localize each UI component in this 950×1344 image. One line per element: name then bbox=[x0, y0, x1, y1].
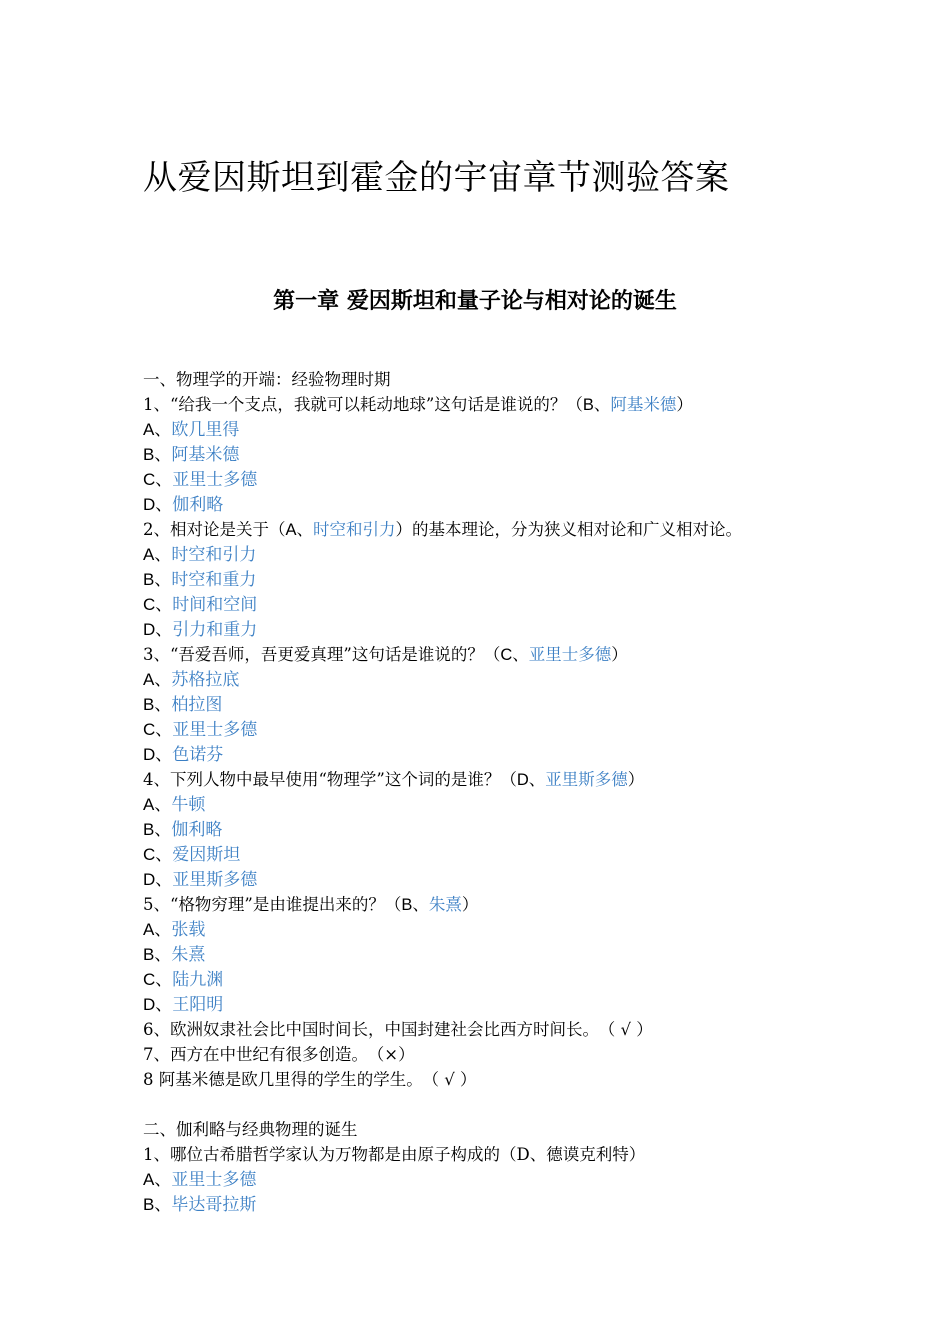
answer-close: ） bbox=[627, 770, 645, 789]
option-a bbox=[143, 667, 843, 692]
answer-letter: D、 bbox=[516, 771, 546, 789]
option-c bbox=[143, 717, 843, 742]
question-2 bbox=[143, 517, 843, 542]
option-text: 时间和空间 bbox=[172, 595, 258, 615]
option-text: 毕达哥拉斯 bbox=[171, 1195, 257, 1215]
answer-text: 时空和引力 bbox=[313, 520, 396, 539]
answer-close: ） bbox=[611, 645, 628, 664]
option-c bbox=[143, 967, 843, 992]
option-text: 朱熹 bbox=[171, 945, 206, 965]
option-b bbox=[143, 942, 843, 967]
question-3 bbox=[143, 642, 843, 667]
question-5 bbox=[143, 892, 843, 917]
option-text: 阿基米德 bbox=[171, 445, 240, 465]
option-a bbox=[143, 542, 843, 567]
option-a bbox=[143, 792, 843, 817]
option-text: 苏格拉底 bbox=[171, 670, 240, 690]
option-d bbox=[143, 617, 843, 642]
option-text: 柏拉图 bbox=[171, 695, 223, 715]
option-text: 时空和引力 bbox=[171, 545, 257, 565]
option-letter: D、 bbox=[143, 995, 173, 1014]
option-letter: C、 bbox=[143, 595, 173, 614]
answer-close: ） bbox=[461, 895, 479, 914]
answer-letter: C、 bbox=[500, 646, 529, 664]
option-letter: C、 bbox=[143, 470, 173, 489]
option-letter: C、 bbox=[143, 720, 173, 739]
question-text: 1、“给我一个支点，我就可以耗动地球”这句话是谁说的？（ bbox=[143, 395, 583, 414]
option-d bbox=[143, 867, 843, 892]
option-text: 时空和重力 bbox=[171, 570, 257, 590]
option-text: 伽利略 bbox=[172, 495, 224, 515]
option-b bbox=[143, 1192, 843, 1217]
option-letter: B、 bbox=[143, 695, 172, 714]
option-text: 牛顿 bbox=[171, 795, 206, 815]
answer-text: 阿基米德 bbox=[610, 395, 677, 414]
option-letter: C、 bbox=[143, 845, 173, 864]
option-text: 引力和重力 bbox=[172, 620, 258, 640]
question-text: 1、哪位古希腊哲学家认为万物都是由原子构成的（D、德谟克利特） bbox=[143, 1145, 646, 1164]
option-letter: A、 bbox=[143, 670, 172, 689]
option-letter: B、 bbox=[143, 570, 172, 589]
answer-text: 亚里士多德 bbox=[528, 645, 612, 664]
document-title: 从爱因斯坦到霍金的宇宙章节测验答案 bbox=[143, 158, 730, 198]
option-letter: D、 bbox=[143, 495, 173, 514]
question-text: 4、下列人物中最早使用“物理学”这个词的是谁？（ bbox=[143, 770, 517, 789]
statement-text: 8 阿基米德是欧几里得的学生的学生。 bbox=[143, 1070, 423, 1089]
option-letter: B、 bbox=[143, 445, 172, 464]
statement-text: 7、西方在中世纪有很多创造。 bbox=[143, 1045, 368, 1064]
option-text: 色诺芬 bbox=[172, 745, 224, 765]
option-text: 亚里斯多德 bbox=[172, 870, 258, 890]
option-text: 陆九渊 bbox=[172, 970, 224, 990]
option-text: 张载 bbox=[171, 920, 206, 940]
option-letter: D、 bbox=[143, 870, 173, 889]
answer-letter: B、 bbox=[401, 896, 429, 914]
question-text: 3、“吾爱吾师，吾更爱真理”这句话是谁说的？（ bbox=[143, 645, 501, 664]
question-text: 2、相对论是关于（ bbox=[143, 520, 286, 539]
option-text: 欧几里得 bbox=[171, 420, 240, 440]
option-letter: A、 bbox=[143, 545, 172, 564]
answer-close: ） bbox=[676, 395, 693, 414]
answer-mark: （ √ ） bbox=[607, 1020, 653, 1039]
true-false-8 bbox=[143, 1067, 843, 1092]
answer-mark: （×） bbox=[376, 1045, 415, 1064]
option-letter: A、 bbox=[143, 1170, 172, 1189]
option-b bbox=[143, 567, 843, 592]
option-letter: A、 bbox=[143, 795, 172, 814]
option-b bbox=[143, 442, 843, 467]
option-text: 王阳明 bbox=[172, 995, 224, 1015]
true-false-6 bbox=[143, 1017, 843, 1042]
option-a bbox=[143, 917, 843, 942]
option-b bbox=[143, 692, 843, 717]
question-1 bbox=[143, 1142, 843, 1167]
section-heading: 一、物理学的开端：经验物理时期 bbox=[143, 370, 391, 389]
spacer bbox=[143, 1092, 843, 1117]
option-letter: B、 bbox=[143, 820, 172, 839]
option-d bbox=[143, 992, 843, 1017]
answer-text: 朱熹 bbox=[428, 895, 462, 914]
option-text: 亚里士多德 bbox=[172, 720, 258, 740]
option-letter: A、 bbox=[143, 420, 172, 439]
option-text: 亚里士多德 bbox=[171, 1170, 257, 1190]
option-c bbox=[143, 842, 843, 867]
option-b bbox=[143, 817, 843, 842]
option-c bbox=[143, 467, 843, 492]
option-letter: C、 bbox=[143, 970, 173, 989]
option-text: 爱因斯坦 bbox=[172, 845, 241, 865]
question-1 bbox=[143, 392, 843, 417]
option-letter: B、 bbox=[143, 1195, 172, 1214]
option-letter: B、 bbox=[143, 945, 172, 964]
answer-letter: A、 bbox=[285, 521, 314, 539]
option-d bbox=[143, 492, 843, 517]
answer-mark: （ √ ） bbox=[430, 1070, 477, 1089]
option-a bbox=[143, 1167, 843, 1192]
answer-text: 亚里斯多德 bbox=[545, 770, 628, 789]
option-text: 伽利略 bbox=[171, 820, 223, 840]
option-c bbox=[143, 592, 843, 617]
question-4 bbox=[143, 767, 843, 792]
answer-close: ）的基本理论，分为狭义相对论和广义相对论。 bbox=[395, 520, 743, 539]
statement-text: 6、欧洲奴隶社会比中国时间长，中国封建社会比西方时间长。 bbox=[143, 1020, 599, 1039]
chapter-title: 第一章 爱因斯坦和量子论与相对论的诞生 bbox=[273, 289, 677, 314]
document-body bbox=[143, 367, 843, 1217]
option-text: 亚里士多德 bbox=[172, 470, 258, 490]
option-letter: D、 bbox=[143, 745, 173, 764]
section-heading: 二、伽利略与经典物理的诞生 bbox=[143, 1120, 358, 1139]
true-false-7 bbox=[143, 1042, 843, 1067]
option-letter: A、 bbox=[143, 920, 172, 939]
option-d bbox=[143, 742, 843, 767]
option-a bbox=[143, 417, 843, 442]
answer-letter: B、 bbox=[582, 396, 611, 414]
question-text: 5、“格物穷理”是由谁提出来的？（ bbox=[143, 895, 402, 914]
option-letter: D、 bbox=[143, 620, 173, 639]
